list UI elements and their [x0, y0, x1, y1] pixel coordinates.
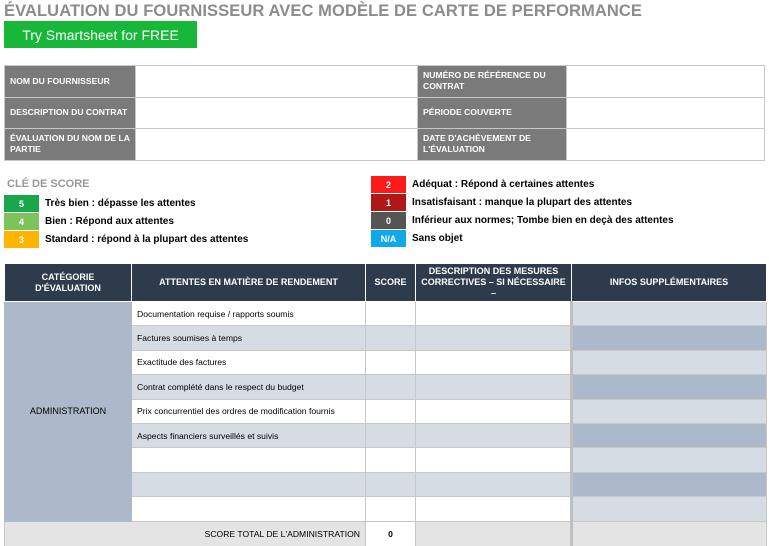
additional-info-cell[interactable]: [572, 497, 767, 521]
score-key-item: [371, 212, 674, 229]
score-cell[interactable]: [366, 497, 416, 521]
additional-info-cell[interactable]: [572, 326, 767, 350]
corrective-cell[interactable]: [416, 497, 572, 521]
score-key-label: Insatisfaisant : manque la plupart des attentes: [412, 197, 633, 208]
score-cell[interactable]: [366, 375, 416, 399]
expectation-cell[interactable]: [132, 448, 366, 472]
try-smartsheet-button[interactable]: Try Smartsheet for FREE: [4, 21, 197, 48]
score-key-label: Inférieur aux normes; Tombe bien en deçà des attentes: [412, 215, 674, 226]
supplier-name-label: NOM DU FOURNISSEUR: [5, 66, 136, 98]
corrective-cell[interactable]: [416, 399, 572, 423]
additional-info-cell[interactable]: [572, 472, 767, 496]
header-score: SCORE: [366, 264, 416, 302]
page-title: ÉVALUATION DU FOURNISSEUR AVEC MODÈLE DE CARTE DE PERFORMANCE: [4, 2, 643, 20]
header-expectations: ATTENTES EN MATIÈRE DE RENDEMENT: [132, 264, 366, 302]
expectation-cell[interactable]: Prix concurrentiel des ordres de modification fournis: [132, 399, 366, 423]
expectation-cell[interactable]: [132, 472, 366, 496]
expectation-cell[interactable]: Contrat complété dans le respect du budget: [132, 375, 366, 399]
score-cell[interactable]: [366, 472, 416, 496]
total-empty-cell: [416, 521, 572, 546]
table-row: [5, 302, 767, 326]
expectation-cell[interactable]: Factures soumises à temps: [132, 326, 366, 350]
completion-date-label: DATE D'ACHÈVEMENT DE L'ÉVALUATION: [418, 129, 567, 161]
score-key-item: [371, 194, 632, 211]
score-key-item: [4, 195, 196, 212]
additional-info-cell[interactable]: [572, 350, 767, 374]
score-swatch: N/A: [371, 230, 406, 247]
expectation-cell[interactable]: Aspects financiers surveillés et suivis: [132, 423, 366, 447]
score-swatch: 3: [4, 231, 39, 248]
evaluation-table: [4, 263, 767, 546]
corrective-cell[interactable]: [416, 375, 572, 399]
score-swatch: 0: [371, 212, 406, 229]
contract-desc-label: DESCRIPTION DU CONTRAT: [5, 97, 136, 129]
expectation-cell[interactable]: Documentation requise / rapports soumis: [132, 302, 366, 326]
score-swatch: 5: [4, 195, 39, 212]
total-row: [5, 521, 767, 546]
score-key-item: [4, 213, 174, 230]
score-key-item: [4, 231, 248, 248]
corrective-cell[interactable]: [416, 423, 572, 447]
party-eval-field[interactable]: [136, 129, 418, 161]
supplier-name-field[interactable]: [136, 66, 418, 98]
corrective-cell[interactable]: [416, 302, 572, 326]
contract-ref-field[interactable]: [567, 66, 765, 98]
corrective-cell[interactable]: [416, 350, 572, 374]
completion-date-field[interactable]: [567, 129, 765, 161]
score-key-item: [371, 230, 463, 247]
total-score-value: 0: [366, 521, 416, 546]
score-key-label: Bien : Répond aux attentes: [45, 216, 174, 227]
additional-info-cell[interactable]: [572, 423, 767, 447]
additional-info-cell[interactable]: [572, 375, 767, 399]
expectation-cell[interactable]: Exactitude des factures: [132, 350, 366, 374]
period-label: PÉRIODE COUVERTE: [418, 97, 567, 129]
period-field[interactable]: [567, 97, 765, 129]
score-swatch: 4: [4, 213, 39, 230]
score-cell[interactable]: [366, 350, 416, 374]
score-key-label: Très bien : dépasse les attentes: [45, 198, 196, 209]
additional-info-cell[interactable]: [572, 448, 767, 472]
party-eval-label: ÉVALUATION DU NOM DE LA PARTIE: [5, 129, 136, 161]
score-key-label: Standard : répond à la plupart des attentes: [45, 234, 249, 245]
additional-info-cell[interactable]: [572, 302, 767, 326]
total-empty-cell: [572, 521, 767, 546]
score-cell[interactable]: [366, 423, 416, 447]
corrective-cell[interactable]: [416, 326, 572, 350]
corrective-cell[interactable]: [416, 472, 572, 496]
score-key-label: Sans objet: [412, 233, 463, 244]
score-cell[interactable]: [366, 399, 416, 423]
corrective-cell[interactable]: [416, 448, 572, 472]
header-additional: INFOS SUPPLÉMENTAIRES: [572, 264, 767, 302]
expectation-cell[interactable]: [132, 497, 366, 521]
total-score-label: SCORE TOTAL DE L'ADMINISTRATION: [5, 521, 366, 546]
supplier-info-table: [4, 65, 765, 161]
contract-desc-field[interactable]: [136, 97, 418, 129]
score-key-item: [371, 176, 594, 193]
score-cell[interactable]: [366, 326, 416, 350]
contract-ref-label: NUMÉRO DE RÉFÉRENCE DU CONTRAT: [418, 66, 567, 98]
header-corrective: DESCRIPTION DES MESURES CORRECTIVES – SI NÉCESSAIRE –: [416, 264, 572, 302]
score-cell[interactable]: [366, 302, 416, 326]
header-category: CATÉGORIE D'ÉVALUATION: [5, 264, 132, 302]
score-cell[interactable]: [366, 448, 416, 472]
score-swatch: 2: [371, 176, 406, 193]
category-cell: ADMINISTRATION: [5, 302, 132, 522]
score-swatch: 1: [371, 194, 406, 211]
score-key-label: Adéquat : Répond à certaines attentes: [412, 179, 595, 190]
additional-info-cell[interactable]: [572, 399, 767, 423]
score-key-heading: CLÉ DE SCORE: [7, 178, 90, 190]
